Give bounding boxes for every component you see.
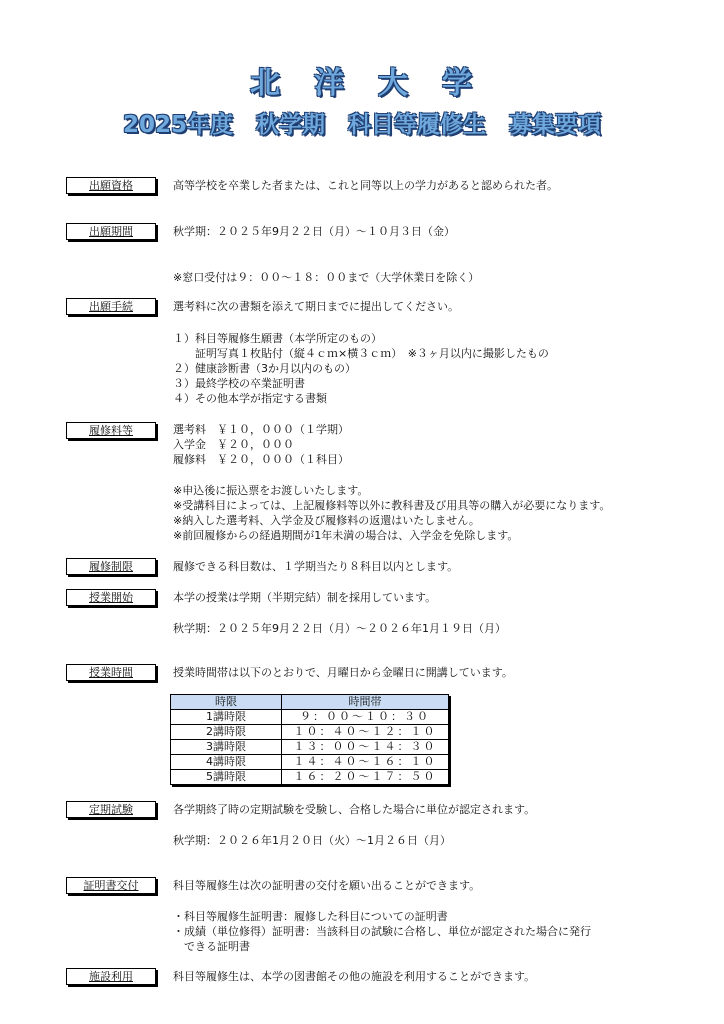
- timetable-header: 時間帯: [282, 695, 449, 710]
- university-title: 北 洋 大 学: [250, 66, 474, 101]
- period-cell: 5講時限: [171, 770, 282, 785]
- exam-period: 秋学期：２０２６年1月２０日（火）～1月２６日（月）: [173, 834, 451, 847]
- period-text: 秋学期：２０２５年9月２２日（月）～１０月３日（金）: [173, 225, 455, 238]
- timetable-header: 時限: [171, 695, 282, 710]
- fee-note: ※申込後に振込票をお渡しいたします。: [173, 484, 369, 497]
- time-cell: １６：２０～１７：５０: [282, 770, 449, 785]
- certificate-item: できる証明書: [173, 940, 250, 953]
- table-row: [171, 740, 449, 755]
- hours-text: 授業時間帯は以下のとおりで、月曜日から金曜日に開講しています。: [173, 666, 513, 679]
- certificate-item: ・科目等履修生証明書：履修した科目についての証明書: [173, 910, 448, 923]
- table-row: [171, 770, 449, 785]
- label-start: 授業開始: [66, 589, 156, 606]
- page-title: 2025年度 秋学期 科目等履修生 募集要項: [122, 112, 601, 138]
- label-limit: 履修制限: [66, 558, 156, 575]
- label-eligibility: 出願資格: [66, 177, 156, 194]
- table-row: [171, 725, 449, 740]
- timetable-header-row: [171, 695, 449, 710]
- time-cell: １３：００～１４：３０: [282, 740, 449, 755]
- procedure-item: ４）その他本学が指定する書類: [173, 392, 327, 405]
- label-period: 出願期間: [66, 223, 156, 240]
- period-cell: 3講時限: [171, 740, 282, 755]
- period-cell: 4講時限: [171, 755, 282, 770]
- period-note: ※窓口受付は９：００～１８：００まで（大学休業日を除く）: [173, 271, 480, 284]
- fee-line: 履修料 ￥２０，０００（１科目）: [173, 453, 349, 466]
- time-cell: １４：４０～１６：１０: [282, 755, 449, 770]
- timetable: [170, 694, 449, 785]
- label-certificate: 証明書交付: [66, 877, 156, 894]
- fee-note: ※前回履修からの経過期間が1年未満の場合は、入学金を免除します。: [173, 529, 519, 542]
- procedure-item: 証明写真１枚貼付（縦４ｃｍ×横３ｃｍ） ※３ヶ月以内に撮影したもの: [173, 347, 549, 360]
- label-hours: 授業時間: [66, 664, 156, 681]
- fee-line: 選考料 ￥１０，０００（１学期）: [173, 423, 349, 436]
- procedure-text: 選考料に次の書類を添えて期日までに提出してください。: [173, 300, 459, 313]
- label-fees: 履修料等: [66, 422, 156, 439]
- period-cell: 2講時限: [171, 725, 282, 740]
- procedure-item: ３）最終学校の卒業証明書: [173, 377, 305, 390]
- time-cell: １０：４０～１２：１０: [282, 725, 449, 740]
- label-exam: 定期試験: [66, 801, 156, 818]
- table-row: [171, 755, 449, 770]
- label-facilities: 施設利用: [66, 968, 156, 985]
- exam-text: 各学期終了時の定期試験を受験し、合格した場合に単位が認定されます。: [173, 803, 536, 816]
- fee-note: ※受講科目によっては、上記履修料等以外に教科書及び用具等の購入が必要になります。: [173, 499, 611, 512]
- certificate-text: 科目等履修生は次の証明書の交付を願い出ることができます。: [173, 879, 481, 892]
- fee-line: 入学金 ￥２０，０００: [173, 438, 294, 451]
- table-row: [171, 710, 449, 725]
- eligibility-text: 高等学校を卒業した者または、これと同等以上の学力があると認められた者。: [173, 179, 558, 192]
- time-cell: ９：００～１０：３０: [282, 710, 449, 725]
- certificate-item: ・成績（単位修得）証明書：当該科目の試験に合格し、単位が認定された場合に発行: [173, 925, 591, 938]
- procedure-item: ２）健康診断書（3か月以内のもの）: [173, 362, 356, 375]
- label-procedure: 出願手続: [66, 298, 156, 315]
- limit-text: 履修できる科目数は、１学期当たり８科目以内とします。: [173, 560, 459, 573]
- fee-note: ※納入した選考料、入学金及び履修料の返還はいたしません。: [173, 514, 480, 527]
- procedure-item: １）科目等履修生願書（本学所定のもの）: [173, 332, 382, 345]
- start-text: 本学の授業は学期（半期完結）制を採用しています。: [173, 591, 437, 604]
- facilities-text: 科目等履修生は、本学の図書館その他の施設を利用することができます。: [173, 970, 536, 983]
- period-cell: 1講時限: [171, 710, 282, 725]
- start-period: 秋学期：２０２５年9月２２日（月）～２０２６年1月１９日（月）: [173, 622, 506, 635]
